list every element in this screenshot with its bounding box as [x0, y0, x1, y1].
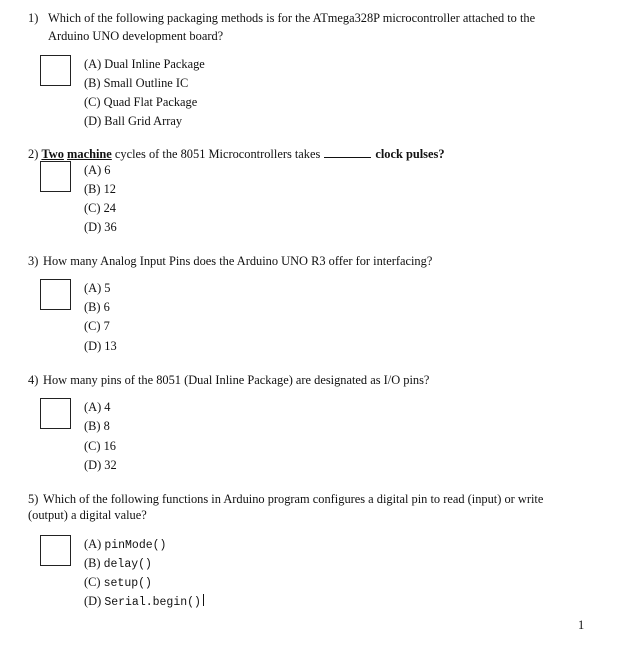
- question-text: How many Analog Input Pins does the Arduino UNO R3 offer for interfacing?: [43, 254, 433, 268]
- answer-box[interactable]: [40, 535, 71, 566]
- option-c: (C) Quad Flat Package: [84, 95, 198, 109]
- question-number: 5): [28, 492, 39, 506]
- question-number: 4): [28, 373, 39, 387]
- question-text-rest: cycles of the 8051 Microcontrollers takes: [114, 147, 321, 161]
- emphasis-machine: machine: [67, 147, 112, 161]
- option-code: delay(): [103, 558, 152, 571]
- question-number: 1): [28, 11, 39, 25]
- text-cursor: [203, 594, 204, 606]
- option-label: (C): [84, 575, 104, 589]
- answer-box[interactable]: [40, 55, 71, 86]
- option-d: [84, 593, 204, 611]
- option-label: (B): [84, 556, 104, 570]
- question-text: How many pins of the 8051 (Dual Inline Package) are designated as I/O pins?: [43, 373, 430, 387]
- option-a: (A) Dual Inline Package: [84, 57, 205, 71]
- question-text: [28, 146, 445, 163]
- answer-box[interactable]: [40, 161, 71, 192]
- option-c: (C) 7: [84, 319, 110, 333]
- answer-box[interactable]: [40, 398, 71, 429]
- question-text-after: clock pulses?: [375, 147, 445, 161]
- option-b: (B) 8: [84, 419, 110, 433]
- answer-box[interactable]: [40, 279, 71, 310]
- option-a: (A) 5: [84, 281, 111, 295]
- option-label: (D): [84, 594, 105, 608]
- page-number: 1: [578, 618, 585, 632]
- question-number: 2): [28, 147, 39, 161]
- question-text: Which of the following packaging methods is for the ATmega328P microcontroller attached to the: [48, 11, 536, 25]
- option-a: (A) 4: [84, 400, 111, 414]
- question-text: Which of the following functions in Arduino program configures a digital pin to read (input) or write: [43, 492, 544, 506]
- option-code: pinMode(): [104, 539, 167, 552]
- option-b: (B) Small Outline IC: [84, 76, 189, 90]
- option-b: [84, 555, 152, 573]
- option-code: Serial.begin(): [104, 596, 201, 609]
- option-d: (D) Ball Grid Array: [84, 114, 183, 128]
- option-d: (D) 32: [84, 458, 117, 472]
- question-number: 3): [28, 254, 39, 268]
- option-label: (A): [84, 537, 105, 551]
- option-c: (C) 16: [84, 439, 117, 453]
- option-d: (D) 13: [84, 339, 117, 353]
- option-d: (D) 36: [84, 220, 117, 234]
- question-text-cont: Arduino UNO development board?: [48, 29, 224, 43]
- emphasis-two: Two: [41, 147, 64, 161]
- option-code: setup(): [103, 577, 152, 590]
- option-c: [84, 574, 152, 592]
- option-a: (A) 6: [84, 163, 111, 177]
- option-a: [84, 536, 166, 554]
- option-b: (B) 12: [84, 182, 117, 196]
- option-c: (C) 24: [84, 201, 117, 215]
- option-b: (B) 6: [84, 300, 110, 314]
- question-text-cont: (output) a digital value?: [28, 508, 147, 522]
- answer-blank: [324, 156, 371, 158]
